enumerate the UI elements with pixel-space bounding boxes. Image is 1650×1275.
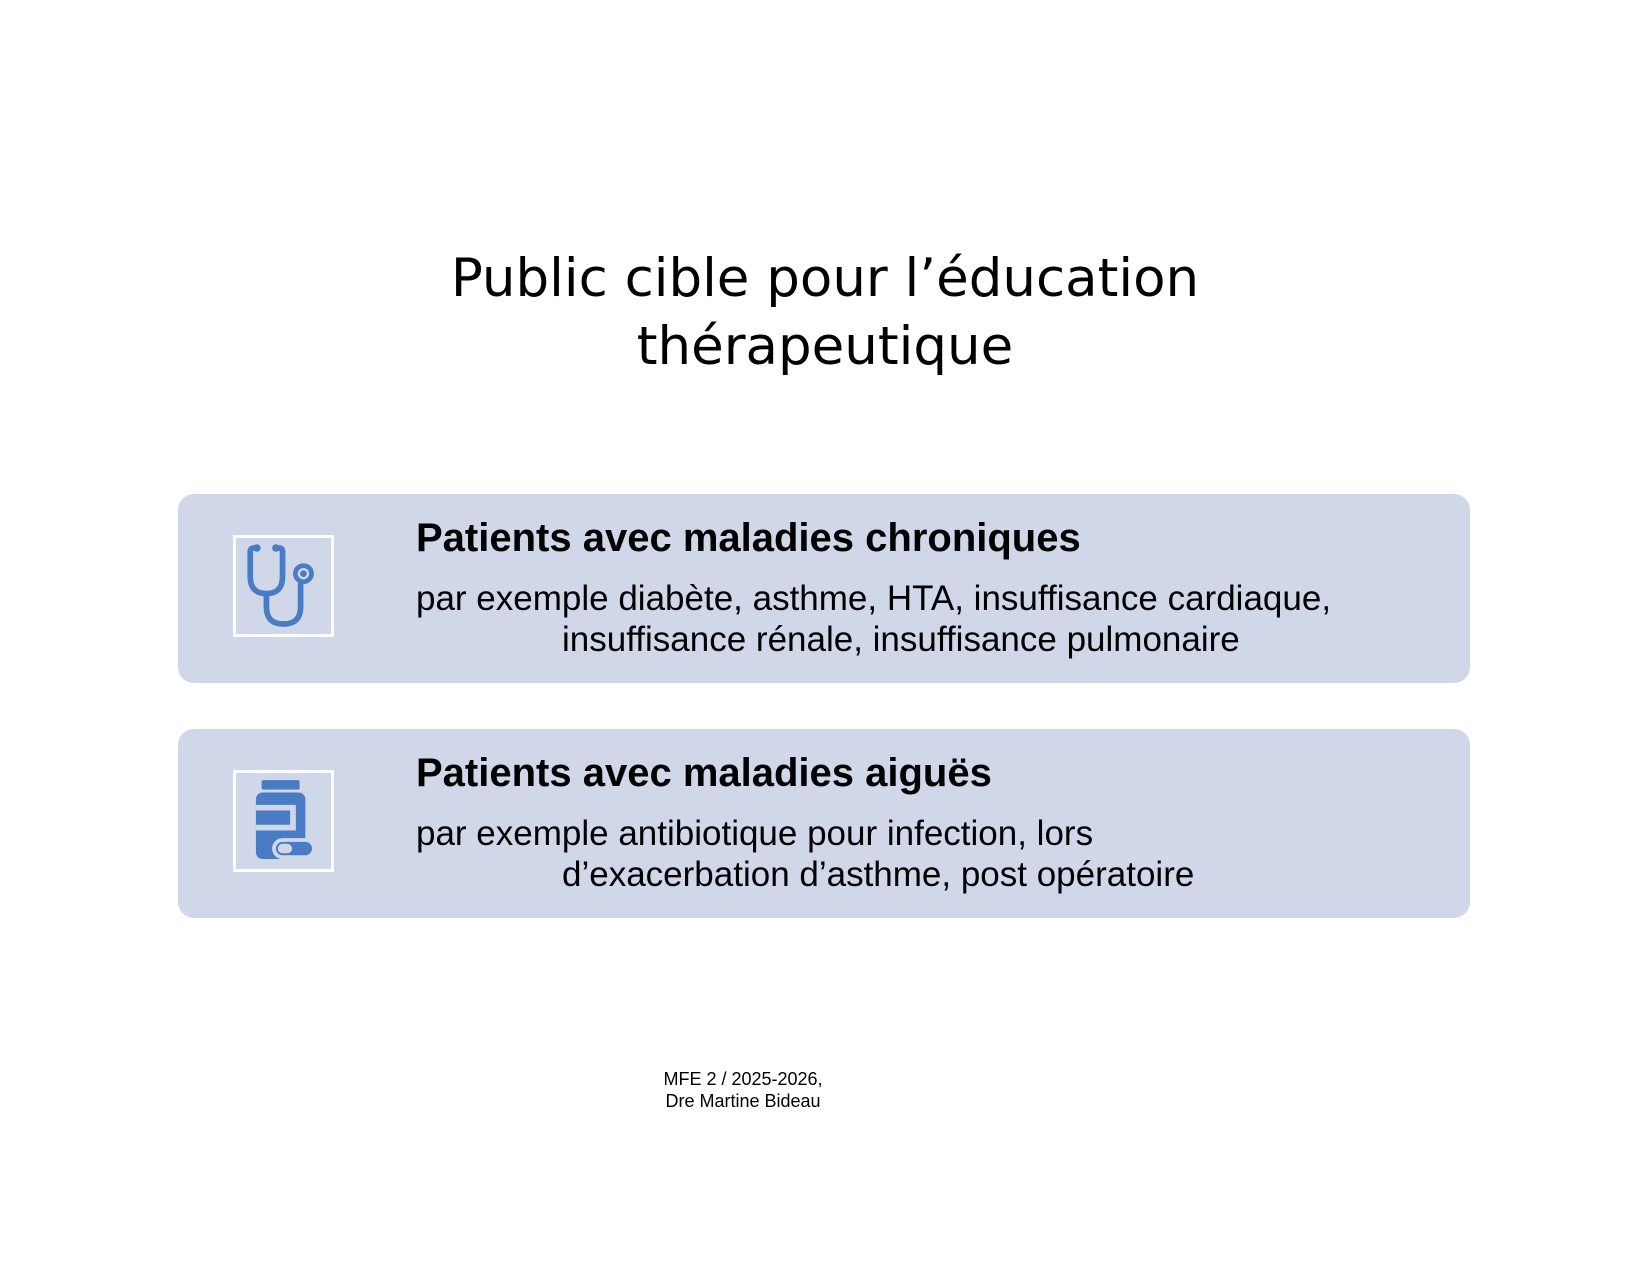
- card-description-line-1: par exemple diabète, asthme, HTA, insuffisance cardiaque,: [416, 579, 1332, 618]
- card-description: [416, 578, 1331, 660]
- card-description-line-2: d’exacerbation d’asthme, post opératoire: [562, 855, 1195, 894]
- card-acute-diseases: [178, 729, 1470, 918]
- slide-title-line-2: thérapeutique: [636, 316, 1014, 377]
- slide-title: [0, 245, 1650, 381]
- card-heading: Patients avec maladies chroniques: [416, 516, 1081, 560]
- medicine-bottle-icon: [233, 770, 334, 872]
- card-description: [416, 813, 1194, 895]
- card-description-line-1: par exemple antibiotique pour infection, lors: [416, 814, 1094, 853]
- stethoscope-icon: [233, 535, 334, 637]
- card-description-line-2: insuffisance rénale, insuffisance pulmonaire: [562, 620, 1240, 659]
- footer-line-2: Dre Martine Bideau: [665, 1091, 821, 1111]
- card-chronic-diseases: [178, 494, 1470, 683]
- footer-credit: [600, 1068, 886, 1112]
- footer-line-1: MFE 2 / 2025-2026,: [663, 1069, 823, 1089]
- card-heading: Patients avec maladies aiguës: [416, 751, 992, 795]
- slide-title-line-1: Public cible pour l’éducation: [450, 248, 1200, 309]
